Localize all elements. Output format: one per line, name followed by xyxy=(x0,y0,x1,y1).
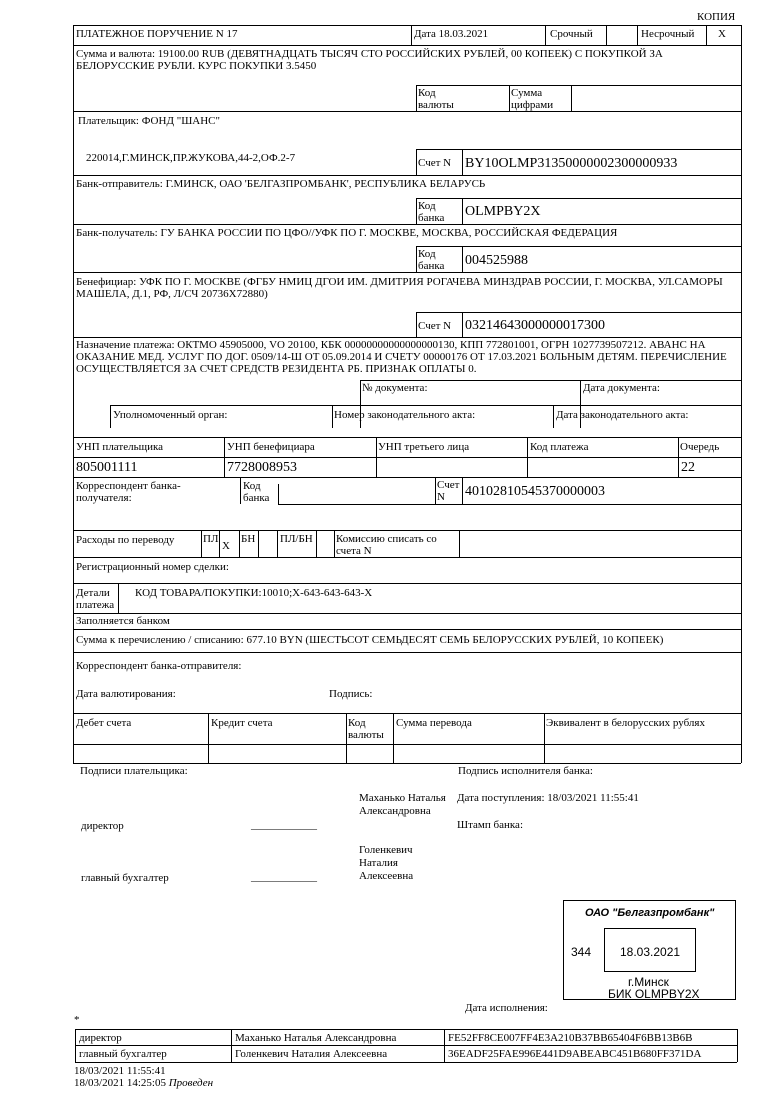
receipt-date: Дата поступления: 18/03/2021 11:55:41 xyxy=(457,792,639,804)
accountant-sign-line: ____________ xyxy=(251,871,317,883)
cur-code-label: Код валюты xyxy=(348,717,384,741)
sig-row-1-role: директор xyxy=(79,1032,122,1044)
beneficiary-account: 03214643000000017300 xyxy=(465,318,605,333)
sig-row-1-name: Маханько Наталья Александровна xyxy=(235,1032,397,1044)
total-sum: Сумма к перечислению / списанию: 677.10 BYN (ШЕСТЬСОТ СЕМЬДЕСЯТ СЕМЬ БЕЛОРУССКИХ РУБЛЕЙ, 10 КОПЕЕК) xyxy=(76,634,664,646)
accountant-name: Голенкевич Наталия Алексеевна xyxy=(359,844,414,882)
sig-row-2-hash: 36EADF25FAE996E441D9ABEABC451B680FF371DA xyxy=(448,1048,702,1060)
details-label: Детали платежа xyxy=(76,587,115,611)
payer-signatures-label: Подписи плательщика: xyxy=(80,765,188,777)
asterisk: * xyxy=(74,1014,80,1026)
amount-currency: Сумма и валюта: 19100.00 RUB (ДЕВЯТНАДЦАТЬ ТЫСЯЧ СТО РОССИЙСКИХ РУБЛЕЙ, 00 КОПЕЕК) С ПОКУПКОЙ ЗА БЕЛОРУССКИЕ РУБЛИ. КУРС ПОКУПКИ 3.5450 xyxy=(76,48,663,72)
credit-label: Кредит счета xyxy=(211,717,273,729)
nonurgent-label: Несрочный xyxy=(641,28,695,40)
copy-label: КОПИЯ xyxy=(697,11,736,23)
bank-stamp-label: Штамп банка: xyxy=(457,819,523,831)
equivalent-label: Эквивалент в белорусских рублях xyxy=(546,717,705,729)
director-sign-line: ____________ xyxy=(251,819,317,831)
corr-bank-code-label: Код банка xyxy=(243,480,270,504)
sum-digits-label: Сумма цифрами xyxy=(511,87,554,111)
sender-bank-code: OLMPBY2X xyxy=(465,204,541,219)
queue-label: Очередь xyxy=(680,441,720,453)
stamp-bik: БИК OLMPBY2X xyxy=(608,987,700,1001)
sig-row-2-name: Голенкевич Наталия Алексеевна xyxy=(235,1048,388,1060)
payer-name: Плательщик: ФОНД "ШАНС" xyxy=(78,115,221,127)
pl-label: ПЛ xyxy=(203,533,219,545)
doc-number-label: № документа: xyxy=(362,382,428,394)
corr-account-label: Счет N xyxy=(437,479,460,503)
payment-purpose: Назначение платежа: ОКТМО 45905000, VO 20100, КБК 00000000000000000130, КПП 772801001, ОГРН 1027739507212. АВАНС НА ОКАЗАНИЕ МЕД. УСЛУГ ПО ДОГ. 0509/14-Ш ОТ 05.09.2014 И СЧЕТУ 00000176 ОТ 17.03.2021 БОЛЬНЫМ ДЕТЯМ. ПЕРЕЧИСЛЕНИЕ ОСУЩЕСТВЛЯЕТСЯ ЗА СЧЕТ СРЕДСТВ РЕЗИДЕНТА РБ. ПРИЗНАК ОПЛАТЫ 0. xyxy=(76,339,727,375)
payer-account-label: Счет N xyxy=(418,157,452,169)
expenses-label: Расходы по переводу xyxy=(76,534,175,546)
execution-date-label: Дата исполнения: xyxy=(465,1002,548,1014)
receiver-bank-code-label: Код банка xyxy=(418,248,445,272)
correspondent-label: Корреспондент банка-получателя: xyxy=(76,480,181,504)
unp-beneficiary: 7728008953 xyxy=(227,460,297,475)
value-date-label: Дата валютирования: xyxy=(76,688,176,700)
commission-label: Комиссию списать со счета N xyxy=(336,533,437,557)
doc-date-label: Дата документа: xyxy=(583,382,660,394)
director-label: директор xyxy=(81,820,124,832)
corr-account: 40102810545370000003 xyxy=(465,484,605,499)
unp-payer: 805001111 xyxy=(76,460,138,475)
legal-act-number-label: Номер законодательного акта: xyxy=(334,409,476,421)
unp-payer-label: УНП плательщика xyxy=(76,441,164,453)
receiver-bank-code: 004525988 xyxy=(465,253,528,268)
stamp-date: 18.03.2021 xyxy=(620,945,681,959)
timestamp-2: 18/03/2021 14:25:05 xyxy=(74,1077,166,1089)
timestamp-1: 18/03/2021 11:55:41 xyxy=(74,1065,166,1077)
nonurgent-mark: X xyxy=(718,28,726,40)
beneficiary: Бенефициар: УФК ПО Г. МОСКВЕ (ФГБУ НМИЦ ДГОИ ИМ. ДМИТРИЯ РОГАЧЕВА МИНЗДРАВ РОССИИ, Г. МОСКВА, УЛ.САМОРЫ МАШЕЛА, Д.1, РФ, Л/СЧ 20736Х72880) xyxy=(76,276,723,300)
status: Проведен xyxy=(168,1077,214,1089)
timestamp-2-row xyxy=(74,1077,213,1089)
accountant-label: главный бухгалтер xyxy=(81,872,169,884)
order-date: Дата 18.03.2021 xyxy=(414,28,489,40)
director-name: Маханько Наталья Александровна xyxy=(359,792,446,817)
sender-bank: Банк-отправитель: Г.МИНСК, ОАО 'БЕЛГАЗПРОМБАНК', РЕСПУБЛИКА БЕЛАРУСЬ xyxy=(76,178,486,190)
debit-label: Дебет счета xyxy=(76,717,132,729)
sig-row-2-role: главный бухгалтер xyxy=(79,1048,167,1060)
signature-label: Подпись: xyxy=(329,688,373,700)
urgent-label: Срочный xyxy=(550,28,593,40)
transfer-sum-label: Сумма перевода xyxy=(396,717,472,729)
plbn-label: ПЛ/БН xyxy=(280,533,313,545)
legal-act-date-label: Дата законодательного акта: xyxy=(556,409,689,421)
order-title: ПЛАТЕЖНОЕ ПОРУЧЕНИЕ N 17 xyxy=(76,28,238,40)
form-right-border xyxy=(741,25,742,763)
payer-address: 220014,Г.МИНСК,ПР.ЖУКОВА,44-2,ОФ.2-7 xyxy=(86,152,296,164)
sender-bank-code-label: Код банка xyxy=(418,200,445,224)
pl-mark: X xyxy=(222,540,230,552)
payment-code-label: Код платежа xyxy=(530,441,589,453)
unp-beneficiary-label: УНП бенефициара xyxy=(227,441,315,453)
reg-number-label: Регистрационный номер сделки: xyxy=(76,561,229,573)
stamp-city: г.Минск xyxy=(628,975,669,989)
filled-by-bank-label: Заполняется банком xyxy=(76,615,170,627)
stamp-number: 344 xyxy=(571,945,592,959)
sender-corr-label: Корреспондент банка-отправителя: xyxy=(76,660,242,672)
stamp-bank-name: ОАО "Белгазпромбанк" xyxy=(585,907,715,919)
payer-account: BY10OLMP31350000002300000933 xyxy=(465,156,678,171)
unp-third-label: УНП третьего лица xyxy=(378,441,470,453)
beneficiary-account-label: Счет N xyxy=(418,320,452,332)
executor-signature-label: Подпись исполнителя банка: xyxy=(458,765,593,777)
sig-row-1-hash: FE52FF8CE007FF4E3A210B37BB65404F6BB13B6B xyxy=(448,1032,693,1044)
details-value: КОД ТОВАРА/ПОКУПКИ:10010;Х-643-643-643-Х xyxy=(135,587,373,599)
queue-value: 22 xyxy=(681,460,695,475)
currency-code-label: Код валюты xyxy=(418,87,454,111)
bn-label: БН xyxy=(241,533,256,545)
authorized-body-label: Уполномоченный орган: xyxy=(113,409,228,421)
receiver-bank: Банк-получатель: ГУ БАНКА РОССИИ ПО ЦФО//УФК ПО Г. МОСКВЕ, МОСКВА, РОССИЙСКАЯ ФЕДЕРАЦИЯ xyxy=(76,227,618,239)
